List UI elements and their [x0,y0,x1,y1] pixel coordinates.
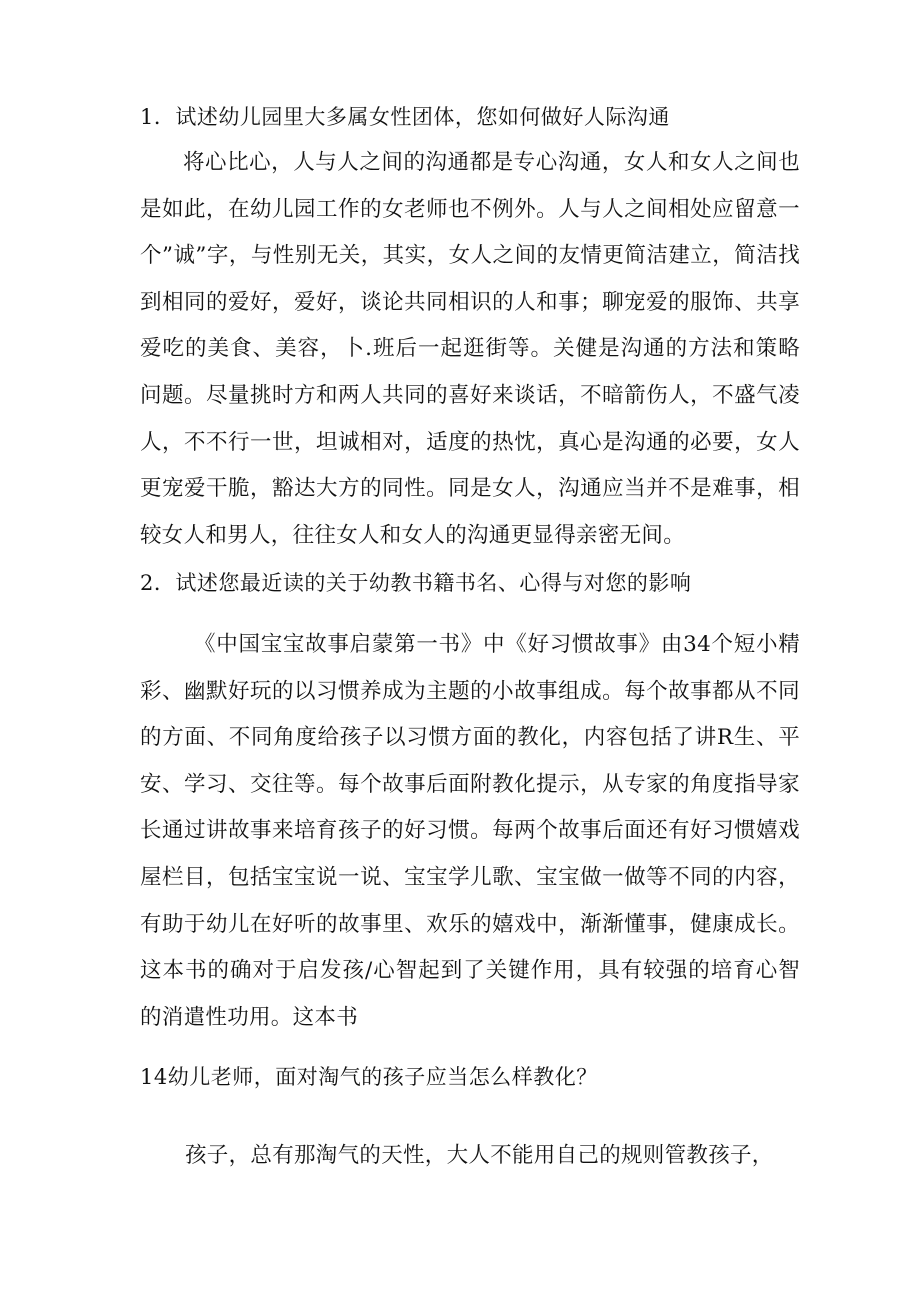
section-2-body: 《中国宝宝故事启蒙第一书》中《好习惯故事》由34个短小精彩、幽默好玩的以习惯养成为主题的小故事组成。每个故事都从不同的方面、不同角度给孩子以习惯方面的教化，内容包括了讲R生、平安、学习、交往等。每个故事后面附教化提示，从专家的角度指导家长通过讲故事来培育孩子的好习惯。每两个故事后面还有好习惯嬉戏屋栏目，包括宝宝说一说、宝宝学儿歌、宝宝做一做等不同的内容，有助于幼儿在好听的故事里、欢乐的嬉戏中，渐渐懂事，健康成长。这本书的确对于启发孩/心智起到了关键作用，具有较强的培育心智的消遣性功用。这本书 [140,632,800,1030]
section-1-heading: 1．试述幼儿园里大多属女性团体，您如何做好人际沟通 [140,105,670,129]
section-3-heading: 14幼儿老师，面对淘气的孩子应当怎么样教化？ [140,1065,598,1089]
section-3-body: 孩子，总有那淘气的天性，大人不能用自己的规则管教孩子， [185,1143,774,1168]
section-2-heading: 2．试述您最近读的关于幼教书籍书名、心得与对您的影响 [140,571,692,595]
section-1-body: 将心比心，人与人之间的沟通都是专心沟通，女人和女人之间也是如此，在幼儿园工作的女老师也不例外。人与人之间相处应留意一个”诚”字，与性别无关，其实，女人之间的友情更简洁建立，简洁找到相同的爱好，爱好，谈论共同相识的人和事；聊宠爱的服饰、共享爱吃的美食、美容，卜.班后一起逛街等。关健是沟通的方法和策略问题。尽量挑时方和两人共同的喜好来谈话，不暗箭伤人，不盛气凌人，不不行一世，坦诚相对，适度的热忱，真心是沟通的必要，女人更宠爱干脆，豁达大方的同性。同是女人，沟通应当并不是难事，相较女人和男人，往往女人和女人的沟通更显得亲密无间。 [140,150,800,548]
